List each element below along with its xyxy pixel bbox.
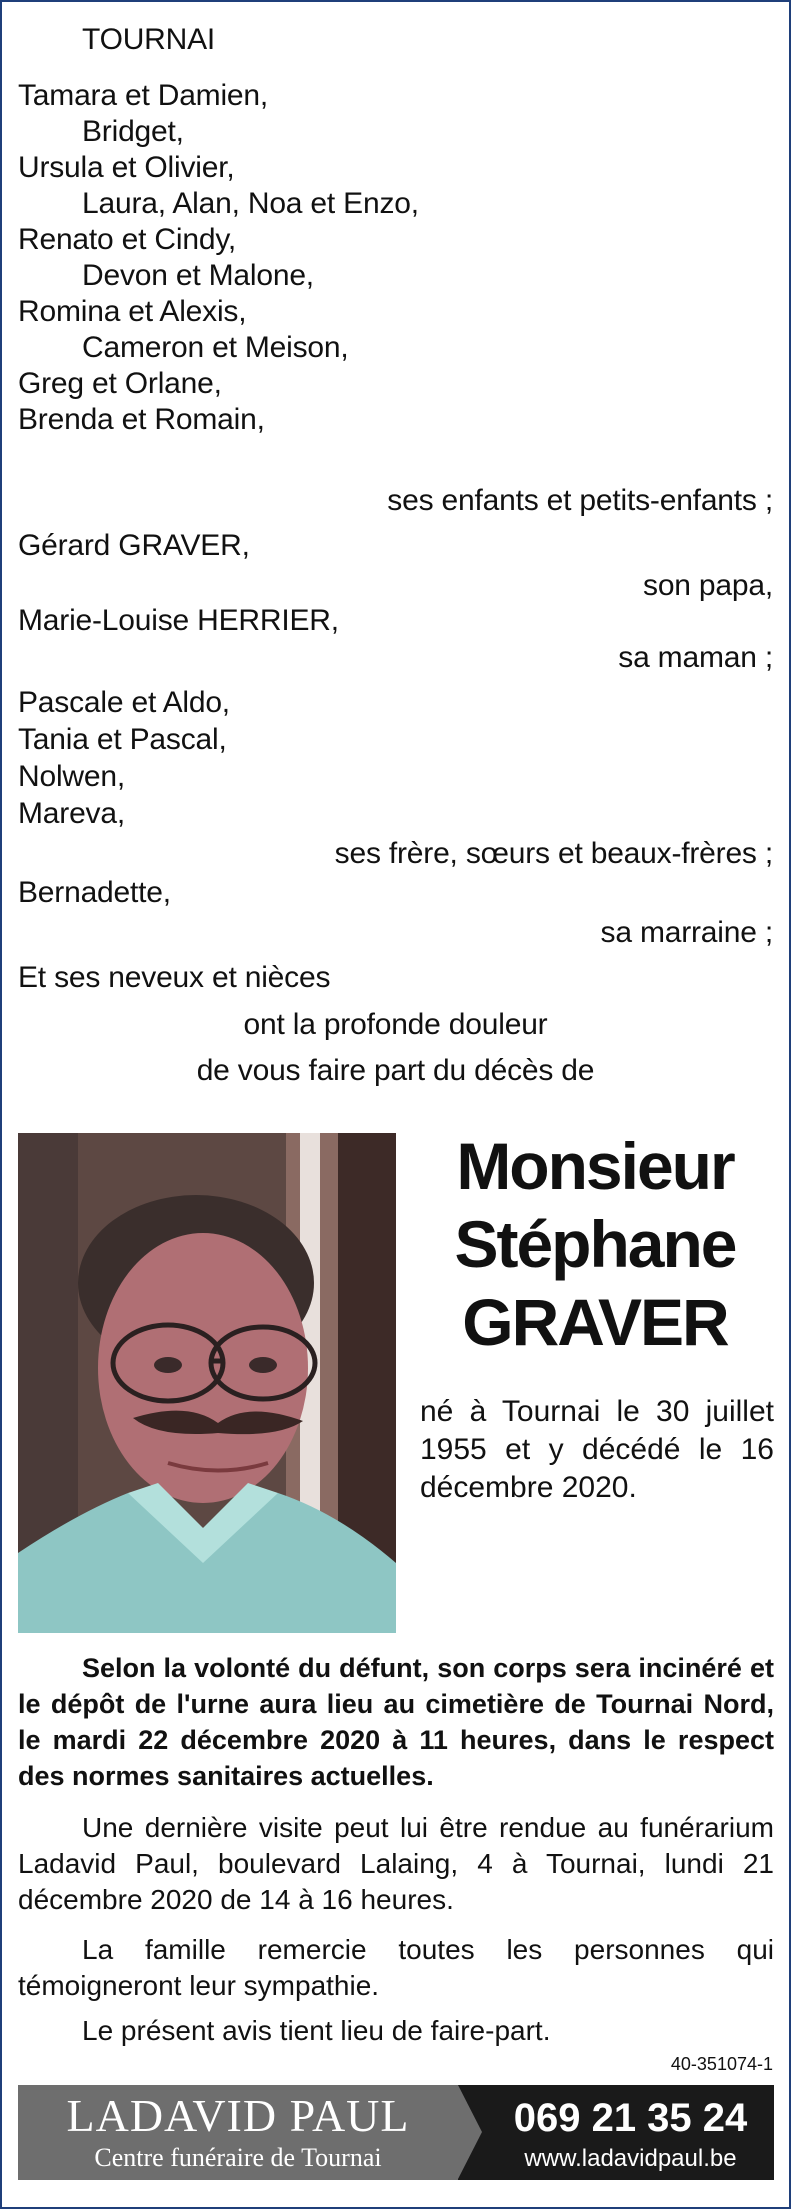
father-name: Gérard GRAVER,	[18, 529, 250, 562]
banner-arrow	[458, 2085, 482, 2179]
title-firstname: Stéphane	[454, 1207, 736, 1281]
mother-name: Marie-Louise HERRIER,	[18, 604, 339, 637]
family-line: Devon et Malone,	[82, 259, 314, 292]
family-line: Brenda et Romain,	[18, 403, 265, 436]
nephews-line: Et ses neveux et nièces	[18, 961, 331, 994]
announce-line-2: de vous faire part du décès de	[196, 1054, 595, 1087]
family-line: Laura, Alan, Noa et Enzo,	[82, 187, 419, 220]
title-lastname: GRAVER	[462, 1285, 728, 1359]
family-line: Romina et Alexis,	[18, 295, 247, 328]
family-line: Bridget,	[82, 115, 184, 148]
funeral-home-banner	[18, 2085, 774, 2180]
funeral-home-subtitle: Centre funéraire de Tournai	[94, 2143, 382, 2172]
sibling-line: Mareva,	[18, 797, 125, 830]
sibling-line: Tania et Pascal,	[18, 723, 227, 756]
city-heading: TOURNAI	[82, 23, 216, 56]
family-line: Renato et Cindy,	[18, 223, 237, 256]
funeral-home-phone: 069 21 35 24	[513, 2096, 748, 2140]
title-monsieur: Monsieur	[456, 1129, 734, 1203]
announce-line-1: ont la profonde douleur	[243, 1008, 548, 1041]
thanks-paragraph: La famille remercie toutes les personnes qui témoigneront leur sympathie.	[18, 1934, 774, 2001]
ceremony-paragraph: Selon la volonté du défunt, son corps sera incinéré et le dépôt de l'urne aura lieu au cimetière de Tournai Nord, le mardi 22 décembre 2020 à 11 heures, dans le respect des normes sanitaires actuelles.	[18, 1653, 774, 1791]
visit-paragraph: Une dernière visite peut lui être rendue au funérarium Ladavid Paul, boulevard Lalaing, 4 à Tournai, lundi 21 décembre 2020 de 14 à 16 heures.	[18, 1812, 774, 1915]
children-label: ses enfants et petits-enfants ;	[387, 484, 773, 517]
sibling-line: Nolwen,	[18, 760, 125, 793]
notice-paragraph: Le présent avis tient lieu de faire-part.	[82, 2015, 551, 2046]
siblings-label: ses frère, sœurs et beaux-frères ;	[334, 837, 773, 870]
mother-label: sa maman ;	[618, 641, 773, 674]
birth-death-text: né à Tournai le 30 juillet 1955 et y décédé le 16 décembre 2020.	[420, 1395, 774, 1504]
sibling-line: Pascale et Aldo,	[18, 686, 230, 719]
funeral-home-website[interactable]: www.ladavidpaul.be	[524, 2145, 737, 2172]
portrait-photo	[18, 1133, 396, 1633]
family-line: Cameron et Meison,	[82, 331, 349, 364]
family-line: Ursula et Olivier,	[18, 151, 235, 184]
funeral-home-name: LADAVID PAUL	[66, 2090, 410, 2141]
reference-number: 40-351074-1	[670, 2054, 773, 2074]
family-line: Greg et Orlane,	[18, 367, 222, 400]
father-label: son papa,	[643, 569, 773, 602]
godmother-name: Bernadette,	[18, 876, 171, 909]
family-line: Tamara et Damien,	[18, 79, 269, 112]
godmother-label: sa marraine ;	[600, 916, 773, 949]
